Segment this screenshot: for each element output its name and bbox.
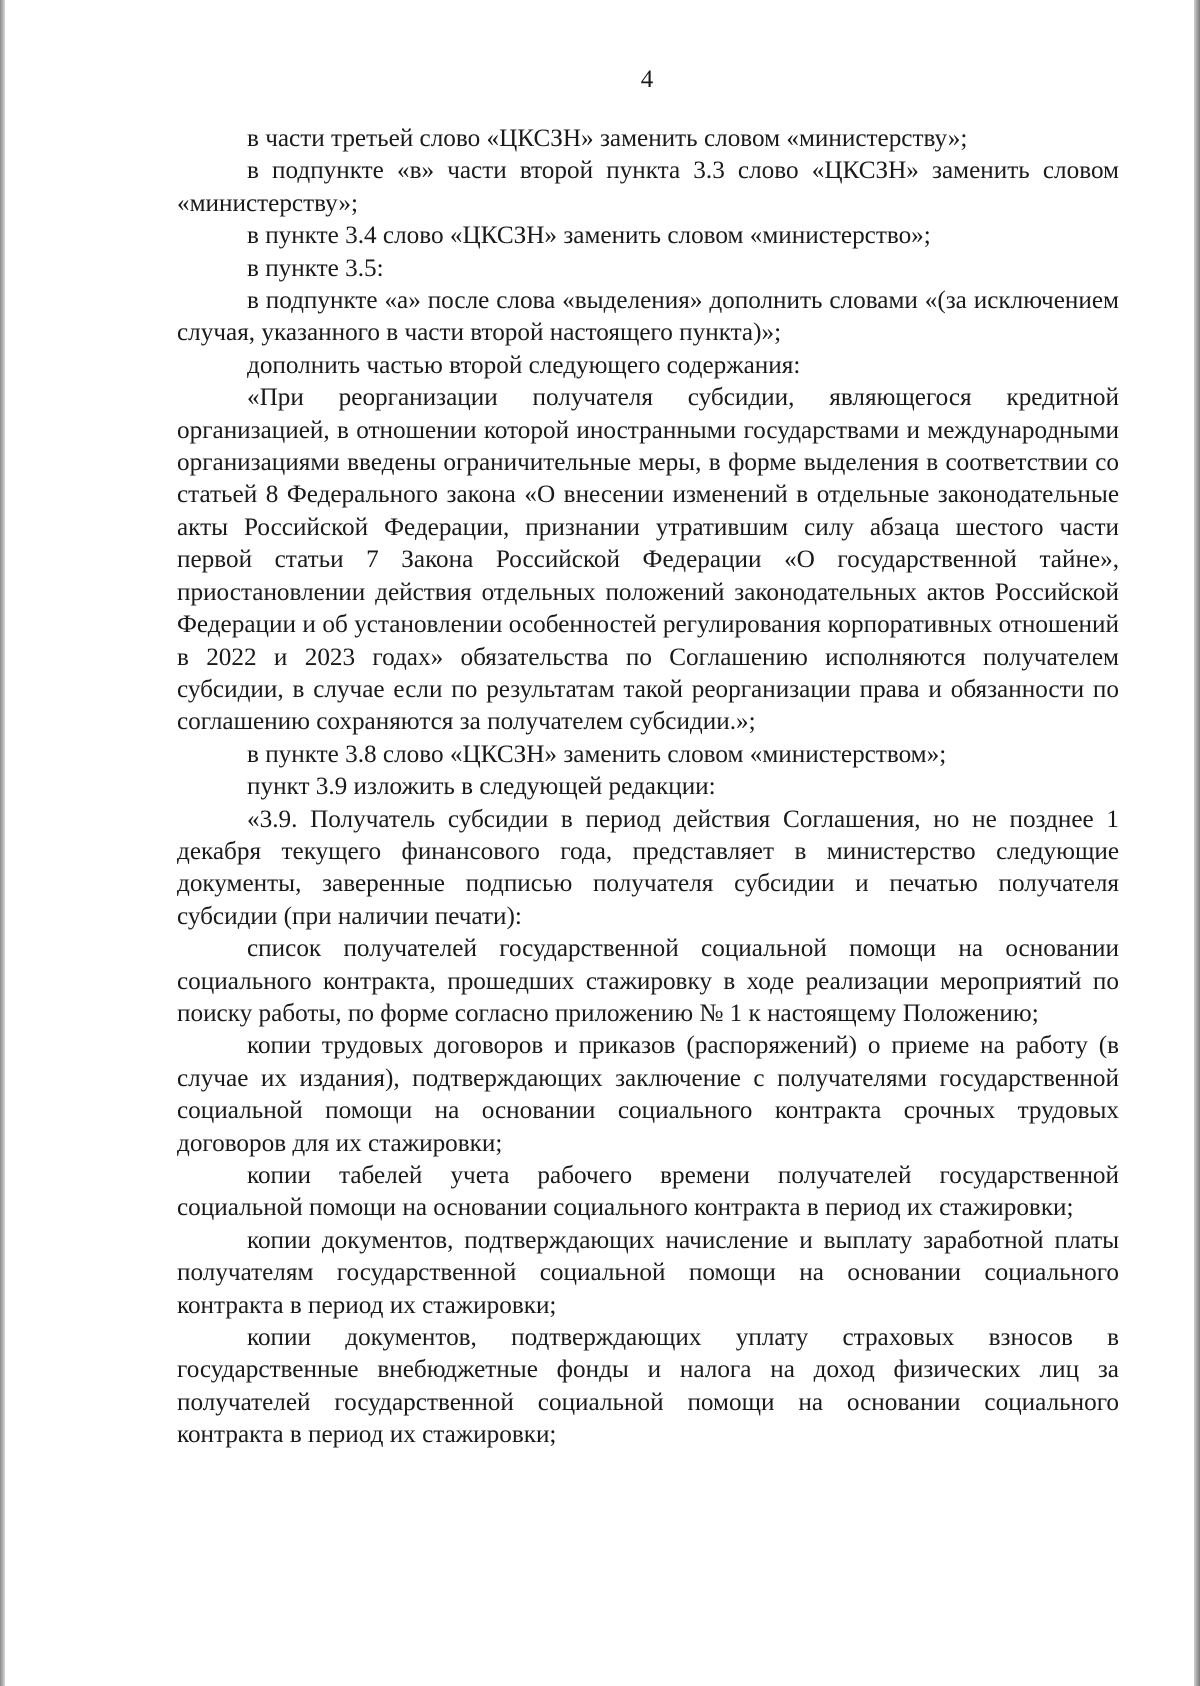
- scan-edge-left: [0, 0, 5, 1686]
- paragraph: список получателей государственной социальной помощи на основании социального контракта, прошедших стажировку в ходе реализации мероприятий по поиску работы, по форме согласно приложению № 1 к настоящему Положению;: [177, 935, 1119, 1027]
- paragraph: в пункте 3.8 слово «ЦКСЗН» заменить словом «министерством»;: [247, 740, 947, 768]
- paragraph: в подпункте «а» после слова «выделения» дополнить словами «(за исключением случая, указанного в части второй настоящего пункта)»;: [177, 287, 1119, 347]
- paragraph: «3.9. Получатель субсидии в период действия Соглашения, но не позднее 1 декабря текущего финансового года, представляет в министерство следующие документы, заверенные подписью получателя субсидии и печатью получателя субсидии (при наличии печати):: [177, 805, 1119, 930]
- paragraph: в части третьей слово «ЦКСЗН» заменить словом «министерству»;: [247, 125, 968, 152]
- page-number: 4: [640, 66, 654, 93]
- scan-edge-right: [1194, 0, 1200, 1686]
- paragraph: копии табелей учета рабочего времени получателей государственной социальной помощи на основании социального контракта в период их стажировки;: [177, 1162, 1119, 1222]
- paragraph: пункт 3.9 изложить в следующей редакции:: [247, 773, 716, 801]
- paragraph: дополнить частью второй следующего содержания:: [247, 351, 801, 379]
- paragraph: «При реорганизации получателя субсидии, являющегося кредитной организацией, в отношении которой иностранными государствами и международными организациями введены ограничительные меры, в форме выделения в соответствии со статьей 8 Федерального закона «О внесении изменений в отдельные законодательные акты Российской Федерации, признании утратившим силу абзаца шестого части первой статьи 7 Закона Российской Федерации «О государственной тайне», приостановлении действия отдельных положений законодательных актов Российской Федерации и об установлении особенностей регулирования корпоративных отношений в 2022 и 2023 годах» обязательства по Соглашению исполняются получателем субсидии, в случае если по результатам такой реорганизации права и обязанности по соглашению сохраняются за получателем субсидии.»;: [177, 384, 1119, 736]
- paragraph: копии документов, подтверждающих уплату страховых взносов в государственные внебюджетные фонды и налога на доход физических лиц за получателей государственной социальной помощи на основании социального контракта в период их стажировки;: [177, 1324, 1119, 1449]
- paragraph: в пункте 3.5:: [247, 254, 384, 282]
- paragraph: в пункте 3.4 слово «ЦКСЗН» заменить словом «министерство»;: [247, 222, 931, 250]
- paragraph: копии документов, подтверждающих начисление и выплату заработной платы получателям государственной социальной помощи на основании социального контракта в период их стажировки;: [177, 1226, 1119, 1319]
- document-body: [177, 123, 1119, 1452]
- paragraph: копии трудовых договоров и приказов (распоряжений) о приеме на работу (в случае их издания), подтверждающих заключение с получателями государственной социальной помощи на основании социального контракта срочных трудовых договоров для их стажировки;: [177, 1032, 1119, 1157]
- paragraph: в подпункте «в» части второй пункта 3.3 слово «ЦКСЗН» заменить словом «министерству»;: [177, 157, 1119, 217]
